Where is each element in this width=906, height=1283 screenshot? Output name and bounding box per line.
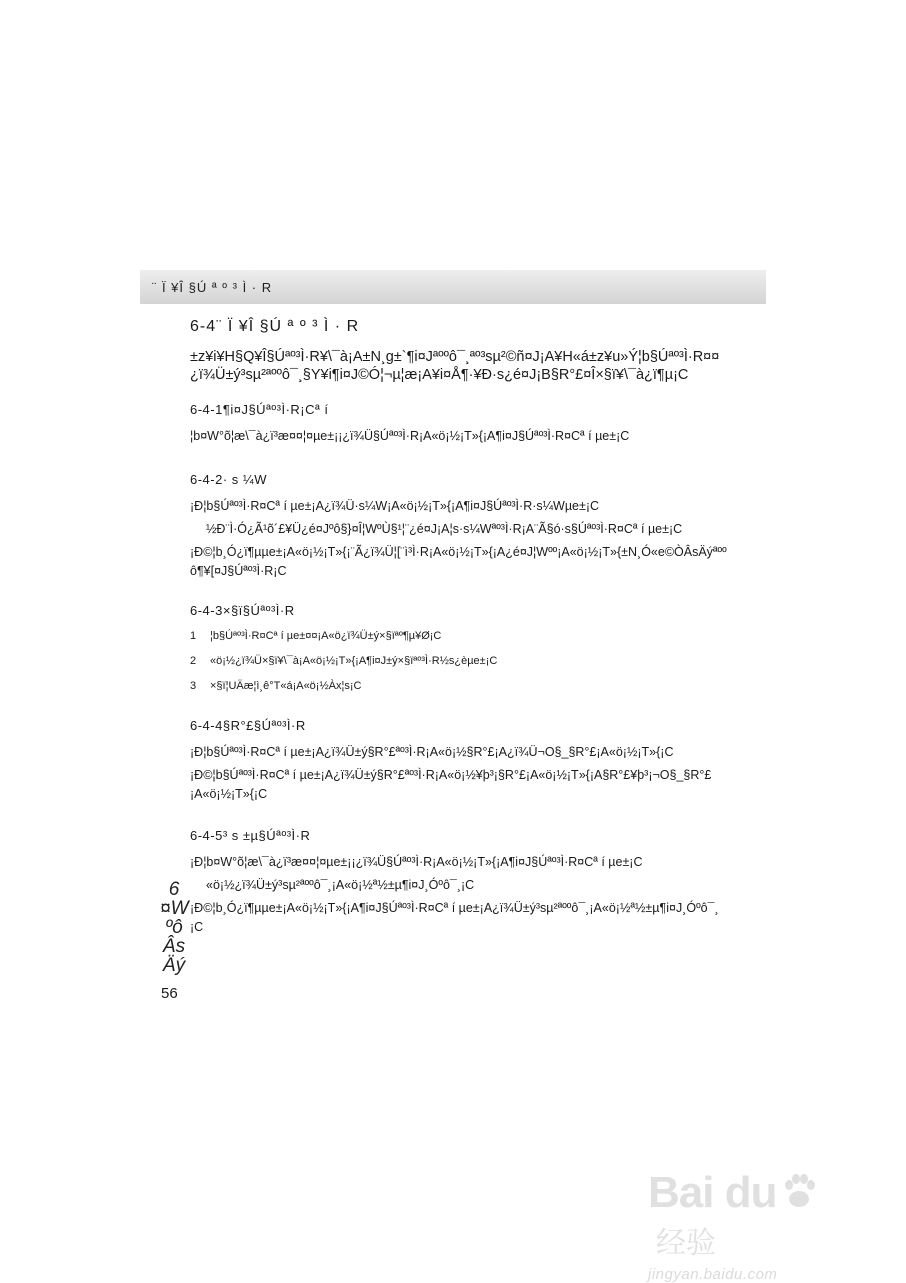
intro-paragraph: ±z¥i¥H§Q¥Î§Úªº³Ì·R¥\¯à¡A±N¸g±`¶i¤Jªººô¯¸ªº³sµ²©ñ¤J¡A¥H«á±z¥u»Ý¦b§Úªº³Ì·R¤¤¿ï¾Ü±ý³sµ²ªººô¯¸§Y¥i¶i¤J©Ó¦¬µ¦æ¡A¥i¤Å¶·¥Ð·s¿é¤J¡B§R°£¤Î×§ï¥\¯à¿ï¶µ¡C bbox=[190, 349, 720, 383]
main-content bbox=[190, 318, 730, 941]
section-6-4-5 bbox=[190, 828, 730, 937]
watermark-brand: Bai du bbox=[648, 1168, 777, 1217]
section-paragraph: ¡Ð¦b§Úªº³Ì·R¤Cª í µe±¡A¿ï¾Ü·s¼W¡A«ö¡½¡T»{¡A¶i¤J§Úªº³Ì·R·s¼Wµe±¡C bbox=[190, 499, 600, 513]
baidu-watermark bbox=[648, 1168, 858, 1283]
section-paragraph: ¡Ð¦b§Úªº³Ì·R¤Cª í µe±¡A¿ï¾Ü±ý§R°£ªº³Ì·R¡A«ö¡½§R°£¡A¿ï¾Ü¬O§_§R°£¡A«ö¡½¡T»{¡C bbox=[190, 745, 674, 759]
section-paragraph: ¡Ð¦b¤W°õ¦æ\¯à¿ï³æ¤¤¦¤µe±¡¡¿ï¾Ü§Úªº³Ì·R¡A«ö¡½¡T»{¡A¶i¤J§Úªº³Ì·R¤Cª í µe±¡C bbox=[190, 855, 643, 869]
section-title: 6-4-4§R°£§Úªº³Ì·R bbox=[190, 718, 306, 733]
section-title: 6-4-1¶i¤J§Úªº³Ì·R¡Cª í bbox=[190, 402, 329, 417]
page-title: 6-4¨ Ï ¥Î §Ú ª º ³ Ì · R bbox=[190, 318, 360, 335]
side-tab-char: ºô bbox=[165, 917, 183, 938]
section-6-4-1 bbox=[190, 402, 730, 446]
watermark-cn: 经验 bbox=[656, 1227, 716, 1260]
chapter-header-bar bbox=[140, 270, 766, 304]
paw-icon bbox=[781, 1171, 817, 1211]
section-6-4-2 bbox=[190, 472, 730, 581]
section-paragraph: ¦b¤W°õ¦æ\¯à¿ï³æ¤¤¦¤µe±¡¡¿ï¾Ü§Úªº³Ì·R¡A«ö¡½¡T»{¡A¶i¤J§Úªº³Ì·R¤Cª í µe±¡C bbox=[190, 429, 630, 443]
list-item: 1 ¦b§Úªº³Ì·R¤Cª í µe±¤¤¡A«ö¿ï¾Ü±ý×§ïªº¶µ¥Ø¡C bbox=[190, 630, 442, 642]
list-item: 2 «ö¡½¿ï¾Ü×§ï¥\¯à¡A«ö¡½¡T»{¡A¶i¤J±ý×§ïªº³Ì·R½s¿èµe±¡C bbox=[190, 655, 498, 667]
section-title: 6-4-5³ s ±µ§Úªº³Ì·R bbox=[190, 828, 311, 843]
chapter-side-tab bbox=[160, 880, 188, 975]
list-item-text: ×§ï¦UÄæ¦ì¸ê°T«á¡A«ö¡½Àx¦s¡C bbox=[210, 680, 362, 692]
section-6-4-3 bbox=[190, 603, 730, 694]
page-number: 56 bbox=[161, 985, 178, 1002]
side-tab-char: 6 bbox=[168, 879, 180, 900]
watermark-url: jingyan.baidu.com bbox=[648, 1266, 778, 1283]
section-paragraph: «ö¡½¿ï¾Ü±ý³sµ²ªººô¯¸¡A«ö¡½ª½±µ¶i¤J¸Óºô¯¸¡C bbox=[206, 878, 475, 892]
list-item-text: ¦b§Úªº³Ì·R¤Cª í µe±¤¤¡A«ö¿ï¾Ü±ý×§ïªº¶µ¥Ø¡C bbox=[210, 630, 442, 642]
section-6-4-4 bbox=[190, 718, 730, 804]
steps-list bbox=[190, 628, 730, 694]
side-tab-char: ¤W bbox=[160, 898, 189, 919]
list-item-text: «ö¡½¿ï¾Ü×§ï¥\¯à¡A«ö¡½¡T»{¡A¶i¤J±ý×§ïªº³Ì·R½s¿èµe±¡C bbox=[210, 655, 498, 667]
list-item: 3 ×§ï¦UÄæ¦ì¸ê°T«á¡A«ö¡½Àx¦s¡C bbox=[190, 680, 362, 692]
side-tab-char: Âs bbox=[162, 936, 186, 957]
section-paragraph: ¡Ð©¦b¸Ó¿ï¶µµe±¡A«ö¡½¡T»{¡¨Ã¿ï¾Ü¦[¨ì³Ì·R¡A«ö¡½¡T»{¡A¿é¤J¦Wºº¡A«ö¡½¡T»{±N¸Ó«e©ÒÂsÄýªººô¶¥[¤J§Úªº³Ì·R¡C bbox=[190, 545, 727, 578]
section-paragraph: ¡Ð©¦b¸Ó¿ï¶µµe±¡A«ö¡½¡T»{¡A¶i¤J§Úªº³Ì·R¤Cª í µe±¡A¿ï¾Ü±ý³sµ²ªººô¯¸¡A«ö¡½ª½±µ¶i¤J¸Óºô¯¸¡C bbox=[190, 901, 719, 934]
section-title: 6-4-2· s ¼W bbox=[190, 472, 268, 487]
chapter-header-text: ¨ Ï ¥Î §Ú ª º ³ Ì · R bbox=[152, 280, 273, 295]
side-tab-char: Äý bbox=[162, 955, 186, 976]
section-paragraph: ½Ð¨Ì·Ó¿Ã¹õ´£¥Ü¿é¤Jºô§}¤Î¦WºÙ§¹¦¨¿é¤J¡A¦s·s¼Wªº³Ì·R¡A¨Ã§ó·s§Úªº³Ì·R¤Cª í µe±¡C bbox=[206, 522, 683, 536]
section-title: 6-4-3×§ï§Úªº³Ì·R bbox=[190, 603, 295, 618]
section-paragraph: ¡Ð©¦b§Úªº³Ì·R¤Cª í µe±¡A¿ï¾Ü±ý§R°£ªº³Ì·R¡A«ö¡½¥þ³¡§R°£¡A«ö¡½¡T»{¡A§R°£¥þ³¡¬O§_§R°£¡A«ö¡½¡T»{¡C bbox=[190, 768, 712, 801]
